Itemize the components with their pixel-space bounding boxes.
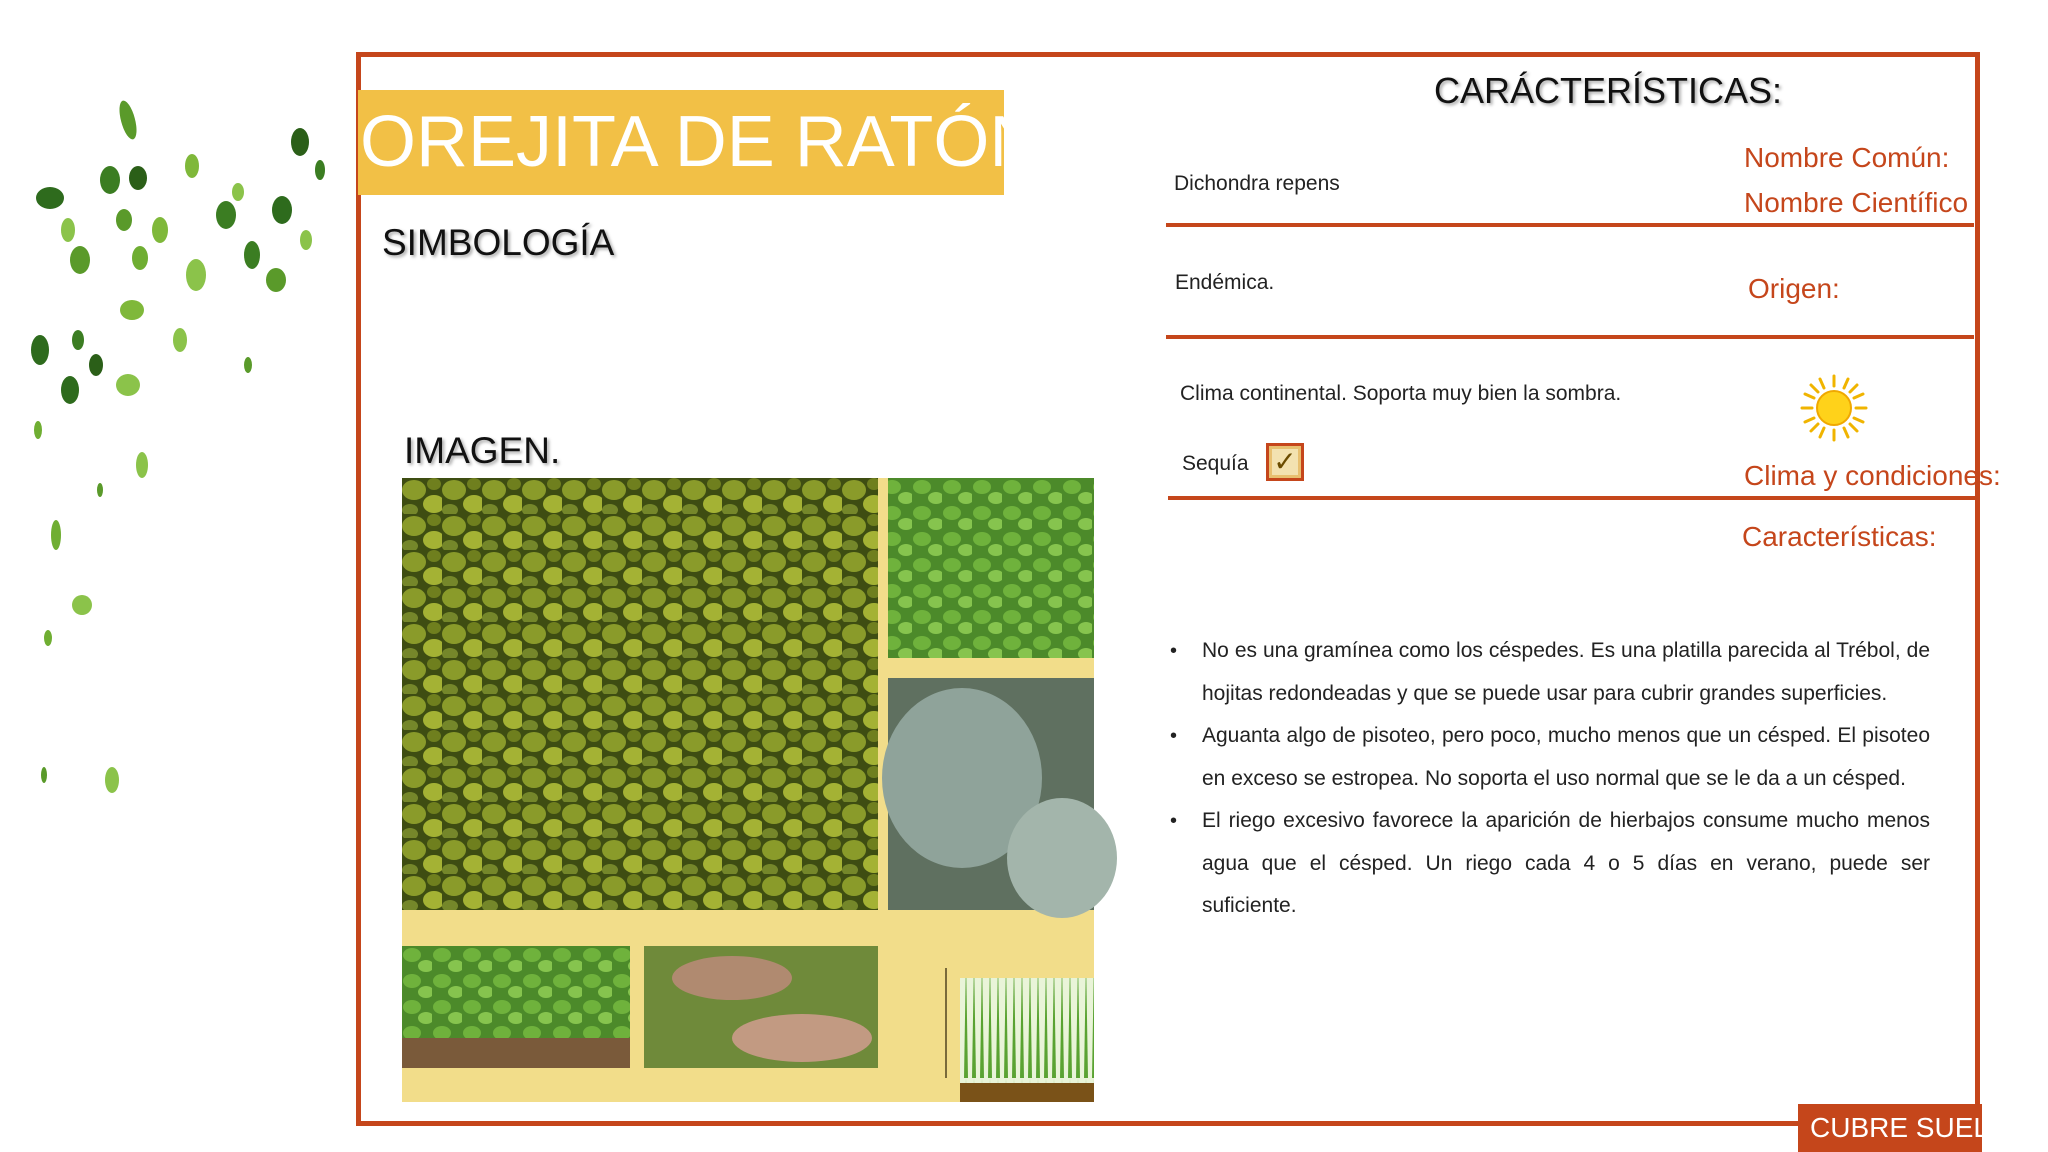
- scientific-name-value: Dichondra repens: [1174, 172, 1340, 195]
- symbology-heading: SIMBOLOGÍA: [382, 222, 615, 263]
- plant-title: OREJITA DE RATÓN: [360, 102, 1042, 182]
- origin-label: Origen:: [1748, 273, 1840, 304]
- list-item: • El riego excesivo favorece la aparición de hierbajos consume mucho menos agua que el césped. Un riego cada 4 o 5 días en verano, puede ser suficiente.: [1170, 800, 1930, 928]
- origin-value: Endémica.: [1175, 271, 1275, 294]
- category-tag: CUBRE SUELO: [1798, 1104, 1982, 1152]
- common-name-label: Nombre Común:: [1744, 142, 1950, 173]
- drought-label: Sequía: [1182, 452, 1249, 475]
- characteristics-heading: CARÁCTERÍSTICAS:: [1434, 70, 1783, 111]
- divider-2: [1166, 335, 1974, 339]
- climate-label: Clima y condiciones:: [1744, 460, 2001, 491]
- sun-icon: [1800, 374, 1868, 442]
- list-item: • Aguanta algo de pisoteo, pero poco, mucho menos que un césped. El pisoteo en exceso se estropea. No soporta el uso normal que se le da a un césped.: [1170, 715, 1930, 800]
- divider-3: [1168, 496, 1978, 500]
- scientific-name-label: Nombre Científico: [1744, 187, 1969, 218]
- characteristics-label: Características:: [1742, 521, 1937, 552]
- checkbox-checked-icon: ✓: [1266, 443, 1304, 481]
- image-heading: IMAGEN.: [404, 430, 561, 471]
- plant-photo-collage: [402, 478, 1094, 1102]
- climate-value: Clima continental. Soporta muy bien la sombra.: [1180, 382, 1622, 405]
- characteristics-list: [1170, 630, 1930, 928]
- leaves-decoration: [20, 80, 340, 840]
- divider-1: [1166, 223, 1974, 227]
- list-item: • No es una gramínea como los céspedes. Es una platilla parecida al Trébol, de hojitas redondeadas y que se puede usar para cubrir grandes superficies.: [1170, 630, 1930, 715]
